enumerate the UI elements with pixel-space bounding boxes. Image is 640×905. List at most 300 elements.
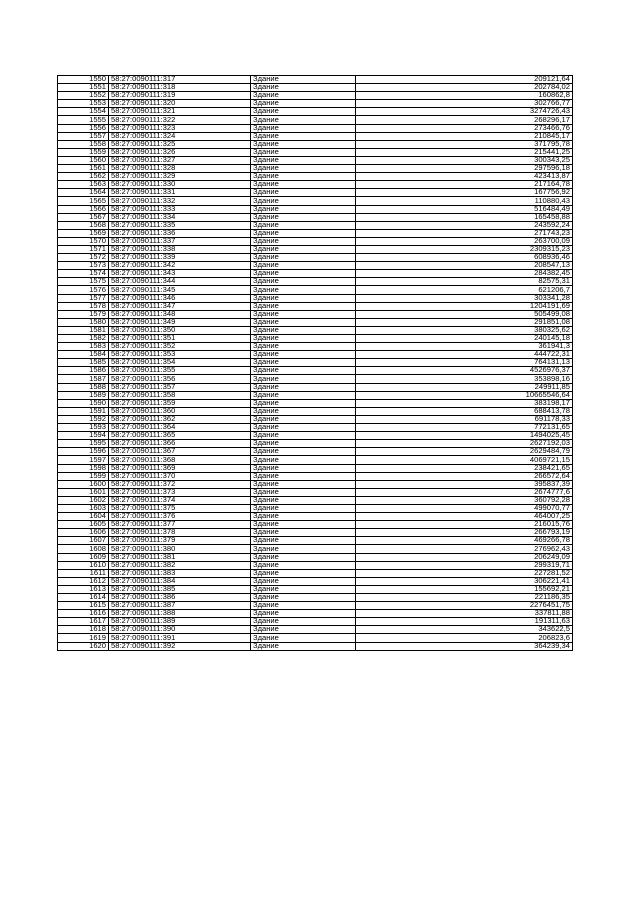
cadastral-value: 2309315,23 — [356, 245, 573, 253]
object-type: Здание — [251, 472, 356, 480]
object-type: Здание — [251, 553, 356, 561]
cadastral-value: 364239,34 — [356, 642, 573, 650]
row-number: 1617 — [58, 618, 109, 626]
cadastral-value: 266572,64 — [356, 472, 573, 480]
row-number: 1588 — [58, 383, 109, 391]
row-number: 1555 — [58, 116, 109, 124]
cadastral-value: 303341,28 — [356, 294, 573, 302]
row-number: 1619 — [58, 634, 109, 642]
table-row — [58, 464, 573, 472]
row-number: 1561 — [58, 165, 109, 173]
cadastral-number: 58:27:0090111:350 — [109, 326, 251, 334]
object-type: Здание — [251, 513, 356, 521]
cadastral-number: 58:27:0090111:332 — [109, 197, 251, 205]
cadastral-value: 353898,16 — [356, 375, 573, 383]
object-type: Здание — [251, 399, 356, 407]
row-number: 1596 — [58, 448, 109, 456]
object-type: Здание — [251, 407, 356, 415]
row-number: 1550 — [58, 76, 109, 84]
object-type: Здание — [251, 626, 356, 634]
object-type: Здание — [251, 318, 356, 326]
table-row — [58, 456, 573, 464]
table-row — [58, 367, 573, 375]
row-number: 1551 — [58, 84, 109, 92]
cadastral-value: 764131,13 — [356, 359, 573, 367]
row-number: 1602 — [58, 496, 109, 504]
table-row — [58, 432, 573, 440]
table-row — [58, 399, 573, 407]
table-row — [58, 561, 573, 569]
cadastral-number: 58:27:0090111:374 — [109, 496, 251, 504]
cadastral-number: 58:27:0090111:356 — [109, 375, 251, 383]
row-number: 1566 — [58, 205, 109, 213]
cadastral-value: 297596,18 — [356, 165, 573, 173]
cadastral-number: 58:27:0090111:333 — [109, 205, 251, 213]
object-type: Здание — [251, 642, 356, 650]
table-row — [58, 132, 573, 140]
cadastral-number: 58:27:0090111:367 — [109, 448, 251, 456]
table-row — [58, 286, 573, 294]
object-type: Здание — [251, 375, 356, 383]
cadastral-value: 208547,13 — [356, 262, 573, 270]
cadastral-number: 58:27:0090111:349 — [109, 318, 251, 326]
cadastral-value: 110880,43 — [356, 197, 573, 205]
cadastral-number: 58:27:0090111:347 — [109, 302, 251, 310]
cadastral-number: 58:27:0090111:357 — [109, 383, 251, 391]
table-row — [58, 585, 573, 593]
object-type: Здание — [251, 391, 356, 399]
cadastral-value: 499070,77 — [356, 504, 573, 512]
cadastral-number: 58:27:0090111:323 — [109, 124, 251, 132]
row-number: 1603 — [58, 504, 109, 512]
table-row — [58, 577, 573, 585]
table-row — [58, 642, 573, 650]
table-row — [58, 221, 573, 229]
object-type: Здание — [251, 335, 356, 343]
table-row — [58, 205, 573, 213]
row-number: 1599 — [58, 472, 109, 480]
cadastral-number: 58:27:0090111:390 — [109, 626, 251, 634]
cadastral-number: 58:27:0090111:328 — [109, 165, 251, 173]
row-number: 1585 — [58, 359, 109, 367]
cadastral-number: 58:27:0090111:389 — [109, 618, 251, 626]
cadastral-number: 58:27:0090111:370 — [109, 472, 251, 480]
table-row — [58, 318, 573, 326]
table-row — [58, 496, 573, 504]
object-type: Здание — [251, 76, 356, 84]
row-number: 1580 — [58, 318, 109, 326]
row-number: 1575 — [58, 278, 109, 286]
object-type: Здание — [251, 84, 356, 92]
cadastral-value: 300343,25 — [356, 156, 573, 164]
object-type: Здание — [251, 156, 356, 164]
cadastral-value: 266793,19 — [356, 529, 573, 537]
cadastral-number: 58:27:0090111:336 — [109, 229, 251, 237]
cadastral-value: 284382,45 — [356, 270, 573, 278]
cadastral-value: 206823,6 — [356, 634, 573, 642]
cadastral-number: 58:27:0090111:392 — [109, 642, 251, 650]
row-number: 1616 — [58, 610, 109, 618]
table-row — [58, 569, 573, 577]
table-row — [58, 610, 573, 618]
row-number: 1597 — [58, 456, 109, 464]
object-type: Здание — [251, 440, 356, 448]
cadastral-number: 58:27:0090111:358 — [109, 391, 251, 399]
cadastral-value: 221186,35 — [356, 594, 573, 602]
table-row — [58, 92, 573, 100]
cadastral-value: 469266,78 — [356, 537, 573, 545]
object-type: Здание — [251, 181, 356, 189]
cadastral-number: 58:27:0090111:366 — [109, 440, 251, 448]
table-row — [58, 375, 573, 383]
object-type: Здание — [251, 634, 356, 642]
cadastral-number: 58:27:0090111:330 — [109, 181, 251, 189]
cadastral-value: 772131,65 — [356, 424, 573, 432]
cadastral-value: 608936,46 — [356, 254, 573, 262]
table-row — [58, 173, 573, 181]
table-row — [58, 302, 573, 310]
table-row — [58, 335, 573, 343]
table-row — [58, 294, 573, 302]
cadastral-value: 395837,39 — [356, 480, 573, 488]
cadastral-number: 58:27:0090111:344 — [109, 278, 251, 286]
row-number: 1553 — [58, 100, 109, 108]
object-type: Здание — [251, 359, 356, 367]
cadastral-number: 58:27:0090111:377 — [109, 521, 251, 529]
row-number: 1614 — [58, 594, 109, 602]
object-type: Здание — [251, 286, 356, 294]
row-number: 1565 — [58, 197, 109, 205]
table-row — [58, 237, 573, 245]
cadastral-number: 58:27:0090111:362 — [109, 415, 251, 423]
cadastral-number: 58:27:0090111:387 — [109, 602, 251, 610]
cadastral-value: 444722,31 — [356, 351, 573, 359]
object-type: Здание — [251, 424, 356, 432]
cadastral-value: 464007,25 — [356, 513, 573, 521]
cadastral-number: 58:27:0090111:327 — [109, 156, 251, 164]
table-row — [58, 351, 573, 359]
cadastral-number: 58:27:0090111:383 — [109, 569, 251, 577]
row-number: 1562 — [58, 173, 109, 181]
table-row — [58, 440, 573, 448]
cadastral-value: 516484,49 — [356, 205, 573, 213]
table-row — [58, 245, 573, 253]
cadastral-number: 58:27:0090111:335 — [109, 221, 251, 229]
row-number: 1569 — [58, 229, 109, 237]
row-number: 1604 — [58, 513, 109, 521]
table-row — [58, 310, 573, 318]
cadastral-value: 243592,24 — [356, 221, 573, 229]
object-type: Здание — [251, 448, 356, 456]
table-row — [58, 116, 573, 124]
object-type: Здание — [251, 132, 356, 140]
cadastral-value: 191311,63 — [356, 618, 573, 626]
object-type: Здание — [251, 100, 356, 108]
object-type: Здание — [251, 254, 356, 262]
row-number: 1568 — [58, 221, 109, 229]
row-number: 1563 — [58, 181, 109, 189]
cadastral-number: 58:27:0090111:353 — [109, 351, 251, 359]
cadastral-value: 271743,23 — [356, 229, 573, 237]
cadastral-number: 58:27:0090111:380 — [109, 545, 251, 553]
table-row — [58, 424, 573, 432]
row-number: 1581 — [58, 326, 109, 334]
table-row — [58, 391, 573, 399]
row-number: 1589 — [58, 391, 109, 399]
cadastral-number: 58:27:0090111:337 — [109, 237, 251, 245]
object-type: Здание — [251, 577, 356, 585]
cadastral-number: 58:27:0090111:373 — [109, 488, 251, 496]
object-type: Здание — [251, 585, 356, 593]
table-row — [58, 229, 573, 237]
row-number: 1611 — [58, 569, 109, 577]
object-type: Здание — [251, 294, 356, 302]
cadastral-number: 58:27:0090111:379 — [109, 537, 251, 545]
cadastral-number: 58:27:0090111:382 — [109, 561, 251, 569]
cadastral-number: 58:27:0090111:365 — [109, 432, 251, 440]
object-type: Здание — [251, 310, 356, 318]
object-type: Здание — [251, 140, 356, 148]
object-type: Здание — [251, 92, 356, 100]
table-row — [58, 618, 573, 626]
cadastral-number: 58:27:0090111:338 — [109, 245, 251, 253]
cadastral-value: 3274726,43 — [356, 108, 573, 116]
row-number: 1601 — [58, 488, 109, 496]
table-row — [58, 407, 573, 415]
row-number: 1578 — [58, 302, 109, 310]
object-type: Здание — [251, 343, 356, 351]
row-number: 1554 — [58, 108, 109, 116]
cadastral-number: 58:27:0090111:320 — [109, 100, 251, 108]
row-number: 1579 — [58, 310, 109, 318]
row-number: 1606 — [58, 529, 109, 537]
cadastral-value: 4526976,37 — [356, 367, 573, 375]
object-type: Здание — [251, 529, 356, 537]
cadastral-number: 58:27:0090111:321 — [109, 108, 251, 116]
object-type: Здание — [251, 537, 356, 545]
cadastral-value: 621206,7 — [356, 286, 573, 294]
table-row — [58, 148, 573, 156]
object-type: Здание — [251, 545, 356, 553]
table-row — [58, 415, 573, 423]
table-body — [58, 76, 573, 651]
object-type: Здание — [251, 602, 356, 610]
table-row — [58, 545, 573, 553]
object-type: Здание — [251, 456, 356, 464]
row-number: 1572 — [58, 254, 109, 262]
cadastral-number: 58:27:0090111:345 — [109, 286, 251, 294]
row-number: 1591 — [58, 407, 109, 415]
row-number: 1609 — [58, 553, 109, 561]
row-number: 1608 — [58, 545, 109, 553]
object-type: Здание — [251, 504, 356, 512]
cadastral-value-table — [57, 75, 573, 651]
cadastral-value: 2674777,6 — [356, 488, 573, 496]
table-row — [58, 124, 573, 132]
row-number: 1584 — [58, 351, 109, 359]
cadastral-value: 238421,65 — [356, 464, 573, 472]
cadastral-value: 505499,08 — [356, 310, 573, 318]
table-row — [58, 270, 573, 278]
cadastral-number: 58:27:0090111:351 — [109, 335, 251, 343]
cadastral-value: 209121,64 — [356, 76, 573, 84]
row-number: 1610 — [58, 561, 109, 569]
row-number: 1571 — [58, 245, 109, 253]
object-type: Здание — [251, 262, 356, 270]
object-type: Здание — [251, 197, 356, 205]
row-number: 1592 — [58, 415, 109, 423]
cadastral-value: 10665546,64 — [356, 391, 573, 399]
row-number: 1618 — [58, 626, 109, 634]
row-number: 1573 — [58, 262, 109, 270]
cadastral-number: 58:27:0090111:331 — [109, 189, 251, 197]
cadastral-value: 691178,33 — [356, 415, 573, 423]
object-type: Здание — [251, 302, 356, 310]
cadastral-number: 58:27:0090111:364 — [109, 424, 251, 432]
row-number: 1615 — [58, 602, 109, 610]
cadastral-value: 273466,76 — [356, 124, 573, 132]
cadastral-value: 263700,09 — [356, 237, 573, 245]
cadastral-value: 2627192,03 — [356, 440, 573, 448]
cadastral-value: 4069721,15 — [356, 456, 573, 464]
table-row — [58, 254, 573, 262]
object-type: Здание — [251, 610, 356, 618]
row-number: 1600 — [58, 480, 109, 488]
row-number: 1612 — [58, 577, 109, 585]
cadastral-value: 291851,08 — [356, 318, 573, 326]
object-type: Здание — [251, 594, 356, 602]
table-row — [58, 521, 573, 529]
row-number: 1577 — [58, 294, 109, 302]
cadastral-number: 58:27:0090111:375 — [109, 504, 251, 512]
row-number: 1552 — [58, 92, 109, 100]
cadastral-number: 58:27:0090111:381 — [109, 553, 251, 561]
table-row — [58, 383, 573, 391]
row-number: 1582 — [58, 335, 109, 343]
object-type: Здание — [251, 521, 356, 529]
object-type: Здание — [251, 464, 356, 472]
cadastral-value: 343622,5 — [356, 626, 573, 634]
cadastral-value: 268296,17 — [356, 116, 573, 124]
table-row — [58, 504, 573, 512]
object-type: Здание — [251, 351, 356, 359]
cadastral-value: 155692,21 — [356, 585, 573, 593]
cadastral-number: 58:27:0090111:348 — [109, 310, 251, 318]
object-type: Здание — [251, 148, 356, 156]
cadastral-number: 58:27:0090111:388 — [109, 610, 251, 618]
object-type: Здание — [251, 221, 356, 229]
cadastral-value: 688413,78 — [356, 407, 573, 415]
cadastral-value: 2276451,75 — [356, 602, 573, 610]
cadastral-number: 58:27:0090111:334 — [109, 213, 251, 221]
cadastral-value: 217164,78 — [356, 181, 573, 189]
cadastral-number: 58:27:0090111:319 — [109, 92, 251, 100]
table-row — [58, 213, 573, 221]
object-type: Здание — [251, 432, 356, 440]
cadastral-number: 58:27:0090111:368 — [109, 456, 251, 464]
cadastral-number: 58:27:0090111:376 — [109, 513, 251, 521]
row-number: 1558 — [58, 140, 109, 148]
cadastral-value: 249911,85 — [356, 383, 573, 391]
cadastral-value: 361941,3 — [356, 343, 573, 351]
table-row — [58, 553, 573, 561]
row-number: 1570 — [58, 237, 109, 245]
object-type: Здание — [251, 205, 356, 213]
object-type: Здание — [251, 189, 356, 197]
table-row — [58, 513, 573, 521]
row-number: 1557 — [58, 132, 109, 140]
object-type: Здание — [251, 561, 356, 569]
object-type: Здание — [251, 165, 356, 173]
object-type: Здание — [251, 496, 356, 504]
cadastral-number: 58:27:0090111:378 — [109, 529, 251, 537]
cadastral-value: 306221,41 — [356, 577, 573, 585]
cadastral-number: 58:27:0090111:386 — [109, 594, 251, 602]
row-number: 1556 — [58, 124, 109, 132]
row-number: 1590 — [58, 399, 109, 407]
object-type: Здание — [251, 618, 356, 626]
object-type: Здание — [251, 383, 356, 391]
object-type: Здание — [251, 278, 356, 286]
object-type: Здание — [251, 173, 356, 181]
row-number: 1613 — [58, 585, 109, 593]
table-row — [58, 140, 573, 148]
table-row — [58, 529, 573, 537]
table-row — [58, 156, 573, 164]
cadastral-value: 160862,8 — [356, 92, 573, 100]
table-row — [58, 488, 573, 496]
cadastral-number: 58:27:0090111:385 — [109, 585, 251, 593]
row-number: 1587 — [58, 375, 109, 383]
table-row — [58, 278, 573, 286]
object-type: Здание — [251, 213, 356, 221]
cadastral-value: 360792,28 — [356, 496, 573, 504]
cadastral-value: 299319,71 — [356, 561, 573, 569]
row-number: 1620 — [58, 642, 109, 650]
table-row — [58, 359, 573, 367]
cadastral-value: 337811,88 — [356, 610, 573, 618]
object-type: Здание — [251, 245, 356, 253]
table-row — [58, 626, 573, 634]
table-row — [58, 634, 573, 642]
cadastral-value: 380325,62 — [356, 326, 573, 334]
cadastral-number: 58:27:0090111:354 — [109, 359, 251, 367]
object-type: Здание — [251, 237, 356, 245]
object-type: Здание — [251, 229, 356, 237]
table-row — [58, 262, 573, 270]
object-type: Здание — [251, 569, 356, 577]
cadastral-number: 58:27:0090111:360 — [109, 407, 251, 415]
table-row — [58, 84, 573, 92]
cadastral-value: 276962,43 — [356, 545, 573, 553]
object-type: Здание — [251, 367, 356, 375]
cadastral-value: 202784,02 — [356, 84, 573, 92]
cadastral-number: 58:27:0090111:339 — [109, 254, 251, 262]
cadastral-value: 302766,77 — [356, 100, 573, 108]
cadastral-number: 58:27:0090111:352 — [109, 343, 251, 351]
object-type: Здание — [251, 480, 356, 488]
row-number: 1576 — [58, 286, 109, 294]
object-type: Здание — [251, 326, 356, 334]
table-row — [58, 480, 573, 488]
object-type: Здание — [251, 415, 356, 423]
row-number: 1598 — [58, 464, 109, 472]
cadastral-value: 1204191,69 — [356, 302, 573, 310]
cadastral-value: 1494025,45 — [356, 432, 573, 440]
table-row — [58, 594, 573, 602]
cadastral-number: 58:27:0090111:355 — [109, 367, 251, 375]
row-number: 1594 — [58, 432, 109, 440]
